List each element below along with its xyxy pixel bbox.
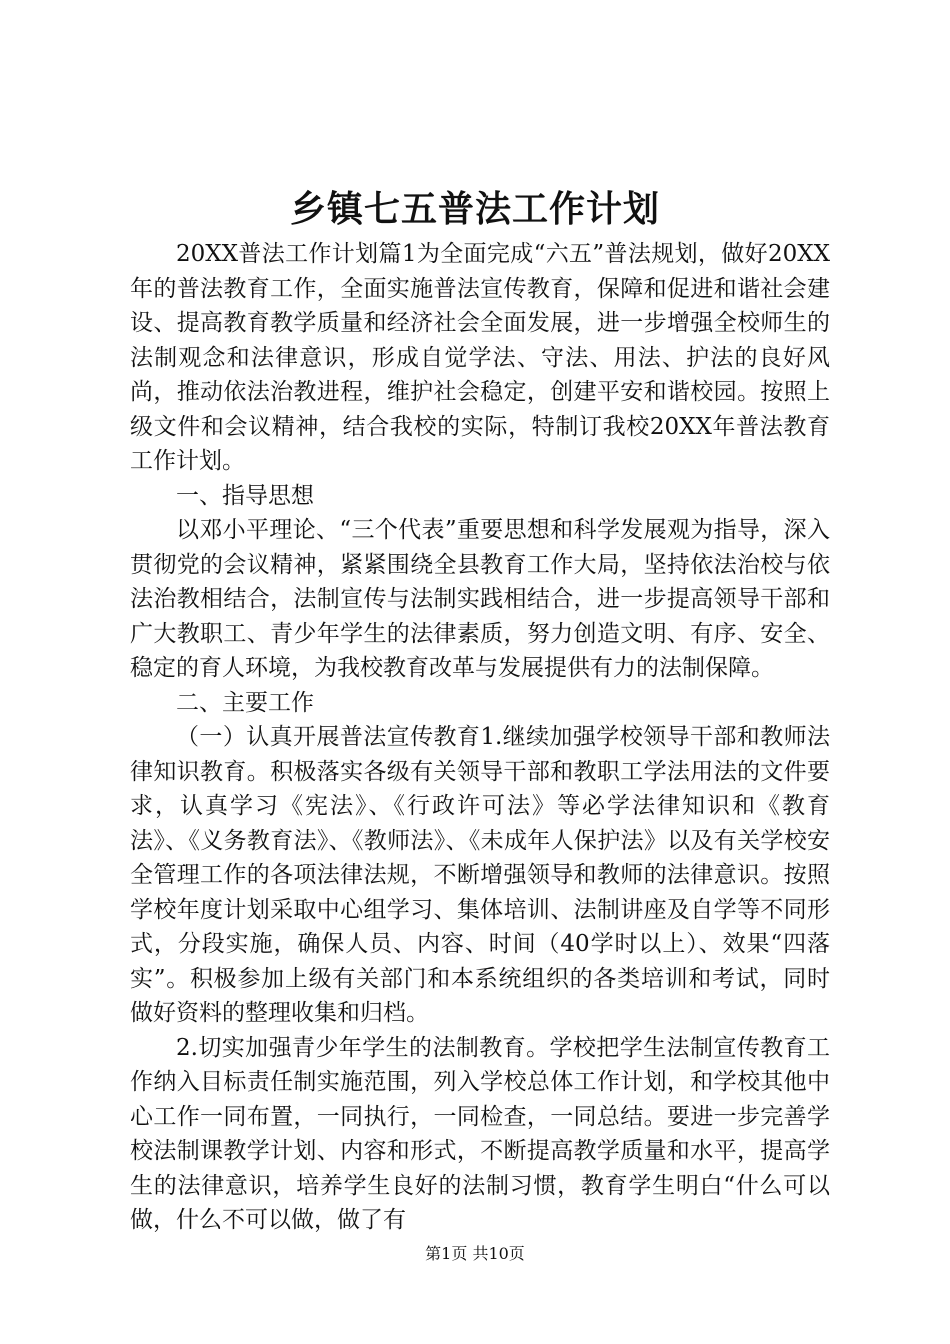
section-heading-main-work: 二、主要工作 (176, 689, 314, 716)
page-footer: 第1页 共10页 (425, 1244, 525, 1263)
intro-paragraph: 20XX普法工作计划篇1为全面完成“六五”普法规划，做好20XX年的普法教育工作，全面实施普法宣传教育，保障和促进和谐社会建设、提高教育教学质量和经济社会全面发展，进一步增强全校师生的法制观念和法律意识，形成自觉学法、守法、用法、护法的良好风尚，推动依法治教进程，维护社会稳定，创建平安和谐校园。按照上级文件和会议精神，结合我校的实际，特制订我校20XX年普法教育工作计划。 (130, 241, 830, 474)
main-work-paragraph-1: （一）认真开展普法宣传教育1.继续加强学校领导干部和教师法律知识教育。积极落实各级有关领导干部和教职工学法用法的文件要求，认真学习《宪法》、《行政许可法》等必学法律知识和《教育法》、《义务教育法》、《教师法》、《未成年人保护法》以及有关学校安全管理工作的各项法律法规，不断增强领导和教师的法律意识。按照学校年度计划采取中心组学习、集体培训、法制讲座及自学等不同形式，分段实施，确保人员、内容、时间（40学时以上）、效果“四落实”。积极参加上级有关部门和本系统组织的各类培训和考试，同时做好资料的整理收集和归档。 (130, 724, 830, 1026)
document-body (130, 237, 830, 1238)
main-work-paragraph-2: 2.切实加强青少年学生的法制教育。学校把学生法制宣传教育工作纳入目标责任制实施范围，列入学校总体工作计划，和学校其他中心工作一同布置，一同执行，一同检查，一同总结。要进一步完善学校法制课教学计划、内容和形式，不断提高教学质量和水平，提高学生的法律意识，培养学生良好的法制习惯，教育学生明白“什么可以做，什么不可以做，做了有 (130, 1034, 830, 1233)
section-heading-guiding-thought: 一、指导思想 (176, 482, 314, 509)
guiding-thought-paragraph: 以邓小平理论、“三个代表”重要思想和科学发展观为指导，深入贯彻党的会议精神，紧紧围绕全县教育工作大局，坚持依法治校与依法治教相结合，法制宣传与法制实践相结合，进一步提高领导干部和广大教职工、青少年学生的法律素质，努力创造文明、有序、安全、稳定的育人环境，为我校教育改革与发展提供有力的法制保障。 (130, 517, 830, 681)
document-title: 乡镇七五普法工作计划 (289, 188, 660, 230)
